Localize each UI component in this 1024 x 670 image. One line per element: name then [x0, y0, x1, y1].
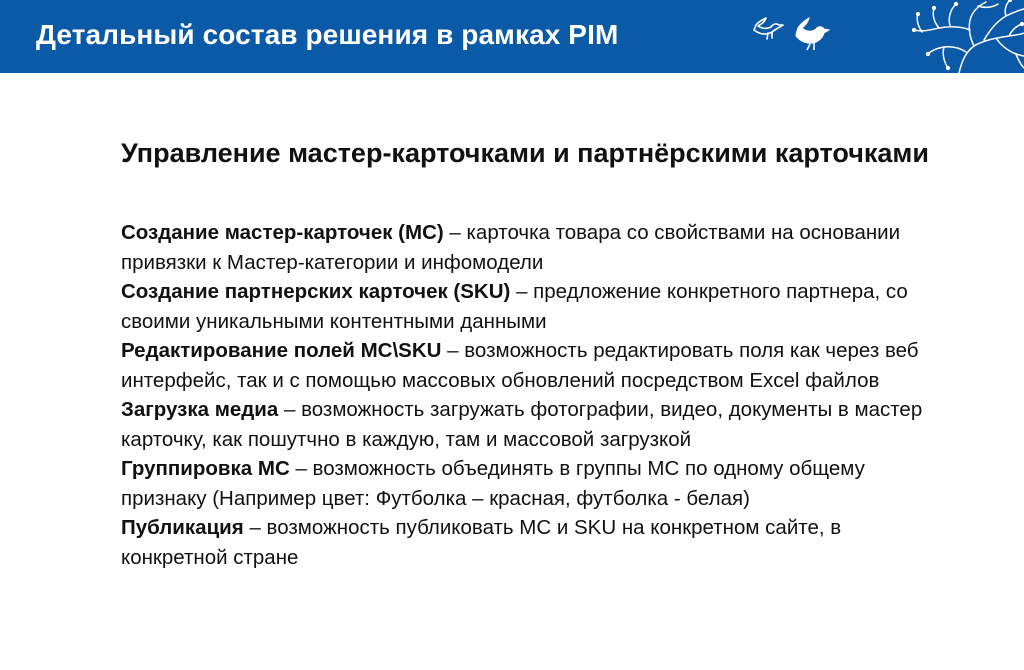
item-term: Создание мастер-карточек (МС) [121, 221, 444, 244]
list-item [121, 395, 941, 454]
item-description: – предложение конкретного партнера, со своими уникальными контентными данными [121, 280, 908, 333]
item-term: Создание партнерских карточек (SKU) [121, 280, 511, 303]
list-item [121, 277, 941, 336]
header-decoration [734, 0, 1024, 73]
feature-list [121, 218, 941, 572]
list-item [121, 454, 941, 513]
header-banner [0, 0, 1024, 73]
page-title: Детальный состав решения в рамках PIM [36, 19, 619, 50]
list-item [121, 513, 941, 572]
item-term: Публикация [121, 516, 244, 539]
list-item [121, 218, 941, 277]
item-term: Группировка МС [121, 457, 290, 480]
bird-filled-icon [796, 18, 829, 50]
list-item [121, 336, 941, 395]
item-term: Загрузка медиа [121, 398, 279, 421]
item-description: – карточка товара со свойствами на основании привязки к Мастер-категории и инфомодели [121, 221, 901, 274]
section-title: Управление мастер-карточками и партнёрскими карточками [121, 138, 929, 168]
bird-outline-icon [754, 18, 783, 39]
main-content [121, 135, 941, 572]
item-description: – возможность загружать фотографии, видео, документы в мастер карточку, как пошутчно в каждую, там и массовой загрузкой [121, 398, 923, 451]
tree-icon [913, 0, 1024, 73]
item-term: Редактирование полей МС\SKU [121, 339, 442, 362]
item-description: – возможность публиковать МС и SKU на конкретном сайте, в конкретной стране [121, 516, 842, 569]
item-description: – возможность объединять в группы МС по одному общему признаку (Например цвет: Футболка – красная, футболка - белая) [121, 457, 865, 510]
item-description: – возможность редактировать поля как через веб интерфейс, так и с помощью массовых обновлений посредством Excel файлов [121, 339, 919, 392]
